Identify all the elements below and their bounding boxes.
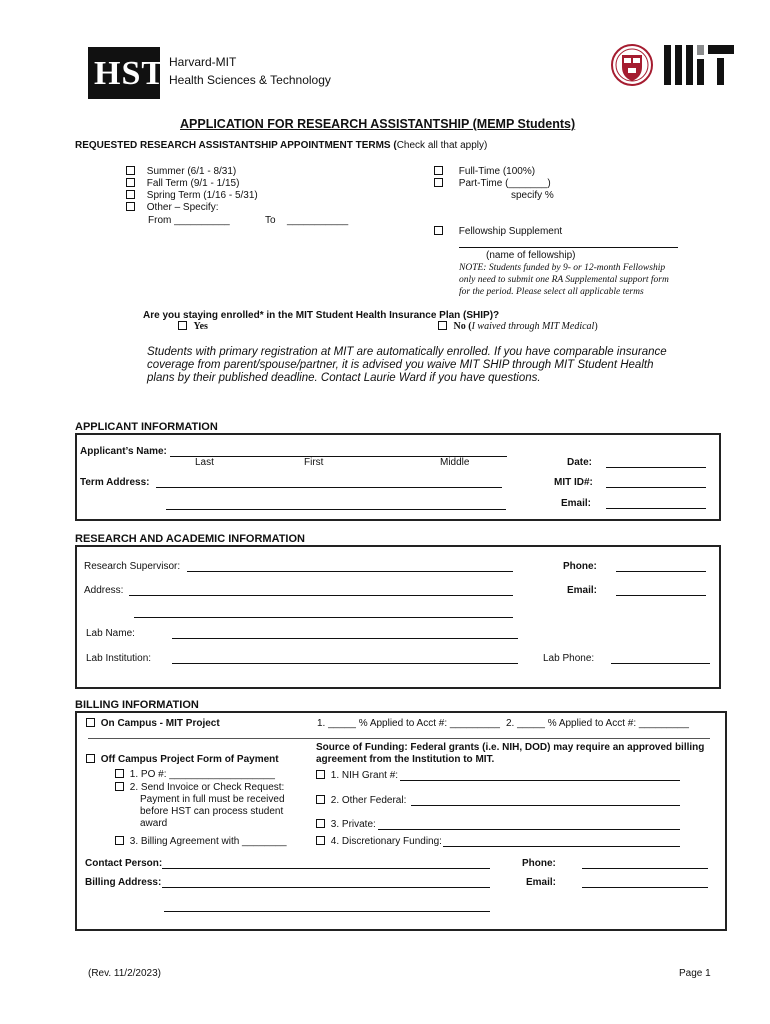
name-first-label: First: [304, 457, 324, 468]
po-checkbox[interactable]: [115, 769, 124, 778]
name-last-label: Last: [195, 457, 214, 468]
discretionary-option[interactable]: 4. Discretionary Funding:: [316, 836, 442, 847]
other-federal-checkbox[interactable]: [316, 795, 325, 804]
billing-address-field-2[interactable]: [164, 911, 490, 912]
fulltime-option[interactable]: Full-Time (100%): [434, 166, 535, 177]
lab-phone-label: Lab Phone:: [543, 653, 595, 664]
billing-phone-field[interactable]: [582, 868, 708, 869]
discretionary-checkbox[interactable]: [316, 836, 325, 845]
specify-percent-label: specify %: [511, 190, 554, 201]
ship-info-line2: coverage from parent/spouse/partner, it is advised you waive MIT SHIP through MIT Student Health: [147, 359, 654, 371]
nih-option[interactable]: 1. NIH Grant #:: [316, 770, 398, 781]
supervisor-field[interactable]: [187, 571, 513, 572]
billing-email-field[interactable]: [582, 887, 708, 888]
mit-logo: [664, 45, 736, 87]
nih-field[interactable]: [400, 780, 680, 781]
nih-checkbox[interactable]: [316, 770, 325, 779]
contact-person-label: Contact Person:: [85, 858, 163, 869]
fellowship-option[interactable]: Fellowship Supplement: [434, 226, 562, 237]
off-campus-option[interactable]: Off Campus Project Form of Payment: [86, 754, 279, 765]
hst-logo-text: HST: [94, 55, 166, 92]
acct-2-field[interactable]: 2. _____ % Applied to Acct #: _________: [506, 718, 689, 729]
terms-heading: REQUESTED RESEARCH ASSISTANTSHIP APPOINTMENT TERMS (Check all that apply): [75, 140, 488, 151]
fellowship-name-line[interactable]: [459, 247, 678, 248]
from-field[interactable]: From __________: [148, 215, 230, 226]
org-name-line1: Harvard-MIT: [169, 55, 237, 69]
page-title: APPLICATION FOR RESEARCH ASSISTANTSHIP (MEMP Students): [180, 117, 576, 131]
applicant-email-field[interactable]: [606, 508, 706, 509]
off-campus-checkbox[interactable]: [86, 754, 95, 763]
supervisor-label: Research Supervisor:: [84, 561, 181, 572]
private-checkbox[interactable]: [316, 819, 325, 828]
invoice-option[interactable]: 2. Send Invoice or Check Request:: [115, 782, 284, 793]
term-address-field-2[interactable]: [166, 509, 506, 510]
lab-name-field[interactable]: [172, 638, 518, 639]
other-federal-field[interactable]: [411, 805, 680, 806]
lab-institution-field[interactable]: [172, 663, 518, 664]
fellowship-name-label: (name of fellowship): [486, 250, 576, 261]
billing-divider: [88, 738, 710, 739]
hst-logo: [88, 47, 166, 99]
term-option-fall[interactable]: Fall Term (9/1 - 1/15): [126, 178, 239, 189]
billing-address-label: Billing Address:: [85, 877, 162, 888]
other-federal-option[interactable]: 2. Other Federal:: [316, 795, 406, 806]
funding-note-line1: Source of Funding: Federal grants (i.e. NIH, DOD) may require an approved billing: [316, 742, 705, 753]
ship-yes-option[interactable]: Yes: [178, 321, 208, 332]
ship-question: Are you staying enrolled* in the MIT Student Health Insurance Plan (SHIP)?: [143, 310, 500, 321]
note-line3: for the period. Please select all applicable terms: [459, 287, 644, 297]
billing-agreement-checkbox[interactable]: [115, 836, 124, 845]
funding-note-line2: agreement from the Institution to MIT.: [316, 754, 495, 765]
discretionary-field[interactable]: [443, 846, 680, 847]
name-middle-label: Middle: [440, 457, 470, 468]
contact-person-field[interactable]: [162, 868, 490, 869]
page-number: Page 1: [679, 968, 711, 979]
billing-phone-label: Phone:: [522, 858, 556, 869]
invoice-line-3: before HST can process student: [140, 806, 284, 817]
mit-id-label: MIT ID#:: [554, 477, 593, 488]
term-option-other[interactable]: Other – Specify:: [126, 202, 218, 213]
ship-no-option[interactable]: No (I waived through MIT Medical): [438, 321, 598, 332]
spring-checkbox[interactable]: [126, 190, 135, 199]
fellowship-checkbox[interactable]: [434, 226, 443, 235]
other-checkbox[interactable]: [126, 202, 135, 211]
invoice-line-2: Payment in full must be received: [140, 794, 285, 805]
invoice-checkbox[interactable]: [115, 782, 124, 791]
billing-email-label: Email:: [526, 877, 557, 888]
research-email-field[interactable]: [616, 595, 706, 596]
research-email-label: Email:: [567, 585, 598, 596]
ship-info-line3: plans by their published deadline. Contact Laurie Ward if you have questions.: [147, 372, 541, 384]
invoice-line-4: award: [140, 818, 168, 829]
acct-1-field[interactable]: 1. _____ % Applied to Acct #: _________: [317, 718, 500, 729]
applicant-heading: APPLICANT INFORMATION: [75, 421, 218, 433]
note-line1: NOTE: Students funded by 9- or 12-month Fellowship: [459, 263, 666, 273]
fulltime-checkbox[interactable]: [434, 166, 443, 175]
research-phone-field[interactable]: [616, 571, 706, 572]
on-campus-option[interactable]: On Campus - MIT Project: [86, 718, 220, 729]
parttime-option[interactable]: Part-Time (_______): [434, 178, 551, 189]
ship-no-checkbox[interactable]: [438, 321, 447, 330]
parttime-checkbox[interactable]: [434, 178, 443, 187]
billing-agreement-option[interactable]: 3. Billing Agreement with ________: [115, 836, 287, 847]
harvard-shield-icon: [611, 44, 653, 86]
research-address-field[interactable]: [129, 595, 513, 596]
private-option[interactable]: 3. Private:: [316, 819, 376, 830]
lab-institution-label: Lab Institution:: [86, 653, 152, 664]
research-heading: RESEARCH AND ACADEMIC INFORMATION: [75, 533, 305, 545]
ship-info-line1: Students with primary registration at MIT are automatically enrolled. If you have comparable insurance: [147, 346, 667, 358]
applicant-email-label: Email:: [561, 498, 592, 509]
research-address-field-2[interactable]: [134, 617, 513, 618]
to-field[interactable]: ___________: [287, 215, 349, 226]
ship-yes-checkbox[interactable]: [178, 321, 187, 330]
mit-logo-text: [664, 45, 666, 46]
research-phone-label: Phone:: [563, 561, 597, 572]
term-address-field[interactable]: [156, 487, 502, 488]
mit-id-field[interactable]: [606, 487, 706, 488]
billing-address-field[interactable]: [162, 887, 490, 888]
term-option-spring[interactable]: Spring Term (1/16 - 5/31): [126, 190, 258, 201]
revision-date: (Rev. 11/2/2023): [88, 968, 162, 979]
date-field[interactable]: [606, 467, 706, 468]
org-name-line2: Health Sciences & Technology: [169, 73, 331, 87]
summer-checkbox[interactable]: [126, 166, 135, 175]
to-label: To: [265, 215, 276, 226]
on-campus-checkbox[interactable]: [86, 718, 95, 727]
lab-name-label: Lab Name:: [86, 628, 135, 639]
billing-heading: BILLING INFORMATION: [75, 699, 199, 711]
term-option-summer[interactable]: Summer (6/1 - 8/31): [126, 166, 236, 177]
private-field[interactable]: [378, 829, 680, 830]
note-line2: only need to submit one RA Supplemental support form: [459, 275, 669, 285]
po-option[interactable]: 1. PO #: ___________________: [115, 769, 275, 780]
term-address-label: Term Address:: [80, 477, 150, 488]
fall-checkbox[interactable]: [126, 178, 135, 187]
lab-phone-field[interactable]: [611, 663, 710, 664]
applicant-name-label: Applicant’s Name:: [80, 446, 167, 457]
date-label: Date:: [567, 457, 593, 468]
research-address-label: Address:: [84, 585, 124, 596]
